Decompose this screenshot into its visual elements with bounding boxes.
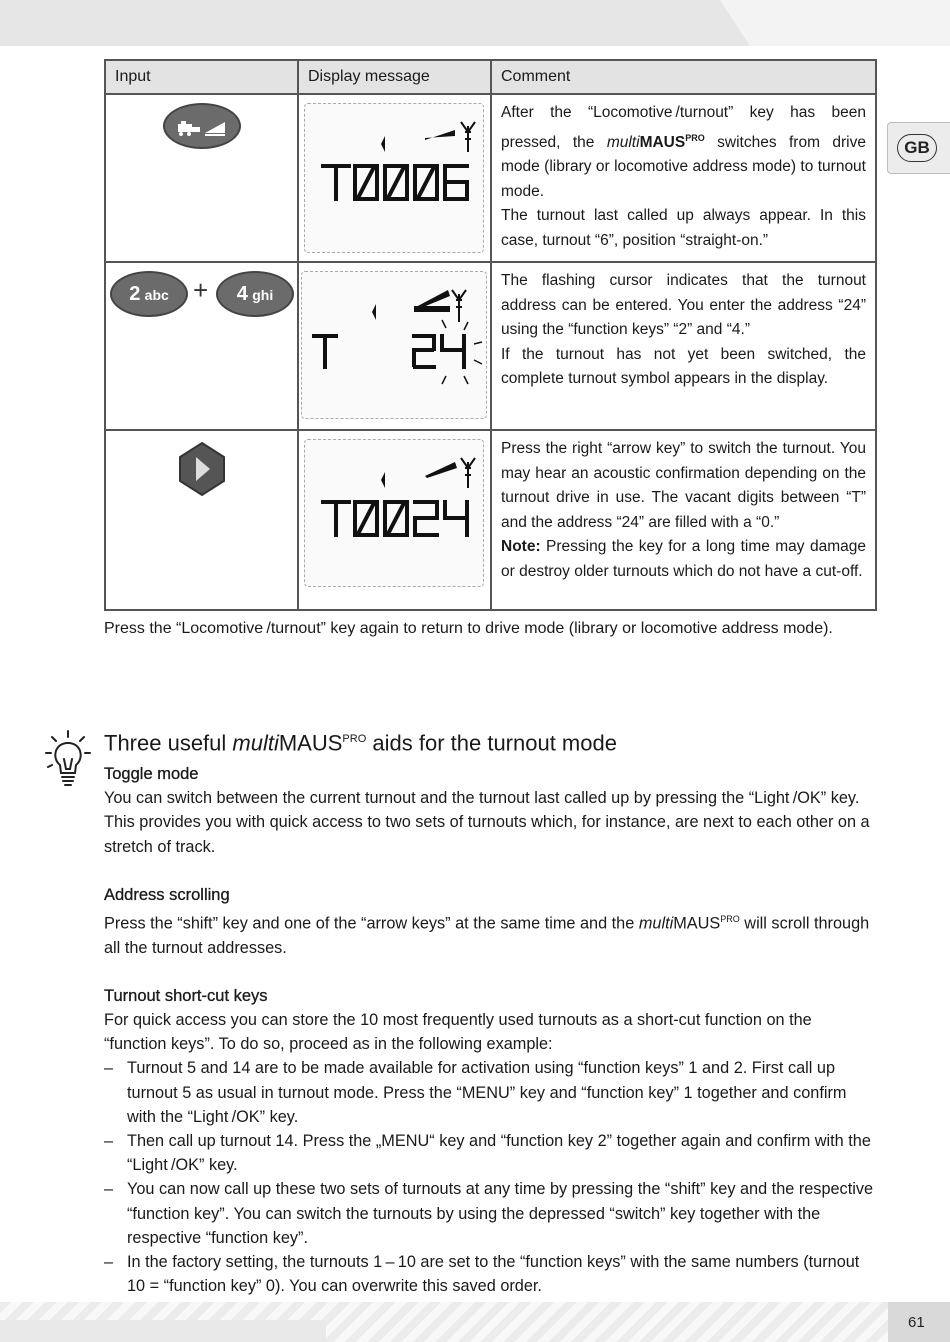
display-cell	[298, 94, 491, 262]
brand-sup: PRO	[720, 914, 740, 925]
comment-cell	[491, 262, 876, 430]
address-scrolling-text	[104, 907, 876, 960]
header-display: Display message	[298, 60, 491, 94]
comment-text: If the turnout has not yet been switched, the complete turnout symbol appears in the display.	[501, 345, 866, 387]
locomotive-turnout-key-icon	[175, 118, 229, 138]
turnout-aids-section	[104, 724, 876, 1298]
table-header-row	[105, 60, 876, 94]
brand-bold: MAUS	[639, 133, 686, 151]
scroll-text: will scroll through all the turnout addresses.	[104, 914, 870, 957]
note-label: Note:	[501, 538, 541, 555]
input-cell	[105, 262, 298, 430]
table-row	[105, 262, 876, 430]
display-cell	[298, 430, 491, 610]
brand-sup: PRO	[685, 132, 705, 143]
return-instruction: Press the “Locomotive /turnout” key again to return to drive mode (library or locomotive address mode).	[104, 620, 833, 637]
language-badge: GB	[897, 134, 937, 162]
bottom-footer-band	[0, 1302, 950, 1342]
lcd-display	[304, 439, 484, 587]
comment-cell	[491, 430, 876, 610]
table-row	[105, 430, 876, 610]
note-text: Pressing the key for a long time may damage or destroy older turnouts which do not have a cut-off.	[501, 538, 866, 580]
list-item: – Then call up turnout 14. Press the „MENU“ key and “function key 2” together again and confirm with the “Light /OK” key.	[104, 1129, 876, 1177]
shortcut-heading: Turnout short-cut keys	[104, 986, 268, 1005]
display-cell	[298, 262, 491, 430]
antenna-icon	[461, 122, 475, 152]
address-scrolling-heading: Address scrolling	[104, 885, 230, 904]
brand-italic: multi	[638, 914, 674, 933]
title-text: Three useful	[104, 730, 233, 756]
table-row	[105, 94, 876, 262]
list-item: – You can now call up these two sets of turnouts at any time by pressing the “shift” key and the respective “function key”. You can switch the turnouts by using the depressed “switch” key together with the respective “function key”.	[104, 1177, 876, 1250]
shortcut-intro: For quick access you can store the 10 most frequently used turnouts as a short-cut function on the “function keys”. To do so, proceed as in the following example:	[104, 1011, 812, 1054]
turnout-symbol-icon	[414, 290, 450, 312]
scroll-text: Press the “shift” key and one of the “arrow keys” at the same time and the	[104, 914, 639, 933]
brand-italic: multi	[606, 133, 640, 151]
function-key-2	[110, 271, 188, 317]
comment-cell	[491, 94, 876, 262]
input-cell	[105, 430, 298, 610]
key-letters: ghi	[252, 287, 274, 303]
language-tab	[887, 122, 950, 174]
page-number: 61	[908, 1314, 925, 1331]
toggle-mode-text: You can switch between the current turnout and the turnout last called up by pressing the “Light /OK” key. This provides you with quick access to two sets of turnouts which, for instance, are next to each other on a stretch of track.	[104, 789, 870, 856]
title-brand: MAUS	[278, 730, 343, 756]
comment-text: The turnout last called up always appear. In this case, turnout “6”, position “straight-on.”	[501, 207, 866, 249]
toggle-mode-heading: Toggle mode	[104, 765, 199, 783]
header-comment: Comment	[491, 60, 876, 94]
comment-text: Press the right “arrow key” to switch the turnout. You may hear an acoustic confirmation depending on the turnout drive in use. The vacant digits between “T” and the address “24” are filled with a “0.”	[501, 440, 866, 531]
lcd-display	[301, 271, 487, 419]
footer-bar	[0, 1320, 326, 1342]
lcd-glyph-t0024	[305, 440, 485, 588]
title-brand-sup: PRO	[342, 733, 367, 745]
comment-text: The flashing cursor indicates that the turnout address can be entered. You enter the address “24” using the “function keys” “2” and “4.”	[501, 272, 866, 338]
plus-sign: +	[193, 275, 209, 305]
locomotive-turnout-key	[163, 103, 241, 149]
arrow-right-key-icon	[178, 441, 226, 497]
function-key-4	[216, 271, 294, 317]
page-number-box	[888, 1302, 950, 1342]
brand: MAUS	[673, 914, 721, 933]
key-number: 4	[236, 283, 248, 305]
shortcut-list	[104, 1056, 876, 1298]
top-header-tab	[720, 0, 950, 46]
title-brand-italic: multi	[232, 730, 279, 756]
comment-text: switches from drive mode (library or locomotive address mode) to turnout mode.	[501, 133, 866, 200]
antenna-icon	[461, 458, 475, 488]
key-letters: abc	[144, 287, 169, 303]
top-header-band	[0, 0, 950, 46]
lcd-display	[304, 103, 484, 253]
header-input: Input	[105, 60, 298, 94]
list-item: – In the factory setting, the turnouts 1 – 10 are set to the “function keys” with the same numbers (turnout 10 = “function key” 0). You can overwrite this saved order.	[104, 1250, 876, 1298]
antenna-icon	[452, 290, 466, 322]
title-text: aids for the turnout mode	[366, 730, 617, 756]
section-title	[104, 724, 876, 754]
lcd-glyph-t24	[302, 272, 488, 420]
list-item: – Turnout 5 and 14 are to be made available for activation using “function keys” 1 and 2. First call up turnout 5 as usual in turnout mode. Press the “MENU” key and “function key” 1 together and confirm with the “Light /OK” key.	[104, 1056, 876, 1129]
key-number: 2	[129, 283, 141, 305]
comment-text: After the “Locomotive /turnout” key has been pressed, the	[501, 104, 866, 151]
lightbulb-icon	[44, 729, 94, 791]
input-cell	[105, 94, 298, 262]
lcd-glyph-t0006	[305, 104, 485, 254]
instruction-table	[104, 59, 877, 611]
